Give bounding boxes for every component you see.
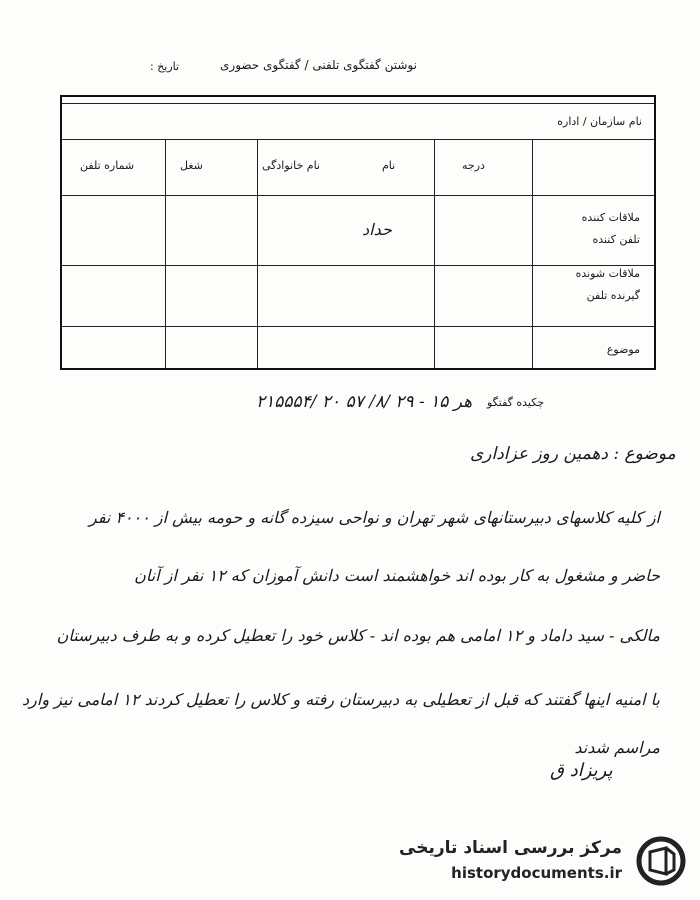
column-divider bbox=[434, 139, 435, 368]
conversation-summary-label: چکیده گفتگو bbox=[487, 396, 545, 409]
handwritten-body-line: مراسم شدند bbox=[574, 738, 660, 757]
handwritten-body-line: حاضر و مشغول به کار بوده اند خواهشمند است دانش آموزان که ۱۲ نفر از آنان bbox=[134, 566, 660, 585]
row-divider bbox=[62, 139, 654, 140]
caller-visitor-label: ملاقات کننده bbox=[581, 211, 640, 224]
subject-label: موضوع bbox=[606, 343, 640, 356]
handwritten-body-line: از کلیه کلاسهای دبیرستانهای شهر تهران و نواحی سیزده گانه و حومه بیش از ۴۰۰۰ نفر bbox=[88, 508, 660, 527]
column-header-job: شغل bbox=[180, 159, 203, 172]
column-header-rank: درجه bbox=[462, 159, 485, 172]
handwritten-reference-number: ۲۱۵۵۵۴/ ۲۰ هر ۱۵ - ۲۹ /۸/ ۵۷ bbox=[256, 392, 473, 412]
row-divider bbox=[62, 265, 654, 266]
column-divider bbox=[165, 139, 166, 368]
column-header-phone: شماره تلفن bbox=[80, 159, 135, 172]
watermark-title: مرکز بررسی اسناد تاریخی bbox=[399, 838, 622, 858]
column-header-last-name: نام خانوادگی bbox=[262, 159, 320, 172]
handwritten-body-line: مالکی - سید داماد و ۱۲ امامی هم بوده اند - کلاس خود را تعطیل کرده و به طرف دبیرستان bbox=[56, 626, 660, 645]
handwritten-signature: پریزاد ق bbox=[550, 760, 613, 781]
handwritten-subject: موضوع : دهمین روز عزاداری bbox=[470, 444, 676, 464]
table-top-rule bbox=[62, 103, 654, 104]
row-divider bbox=[62, 326, 654, 327]
caller-phone-label: تلفن کننده bbox=[592, 233, 640, 246]
column-divider bbox=[532, 139, 533, 368]
handwritten-caller-name: حداد bbox=[362, 220, 392, 239]
date-label: تاریخ : bbox=[150, 60, 180, 73]
archive-logo-icon bbox=[636, 836, 686, 886]
form-title: نوشتن گفتگوی تلفنی / گفتگوی حضوری bbox=[220, 58, 417, 72]
receiver-phone-label: گیرنده تلفن bbox=[586, 289, 640, 302]
watermark-url: historydocuments.ir bbox=[451, 864, 622, 882]
column-divider bbox=[257, 139, 258, 368]
receiver-visitor-label: ملاقات شونده bbox=[575, 267, 640, 280]
handwritten-body-line: با امنیه اینها گفتند که قبل از تعطیلی به دبیرستان رفته و کلاس را تعطیل کردند ۱۲ امامی نیز وارد bbox=[22, 690, 660, 709]
org-label: نام سازمان / اداره bbox=[557, 115, 642, 128]
row-divider bbox=[62, 195, 654, 196]
contact-form-table bbox=[60, 95, 656, 370]
column-header-first-name: نام bbox=[382, 159, 396, 172]
